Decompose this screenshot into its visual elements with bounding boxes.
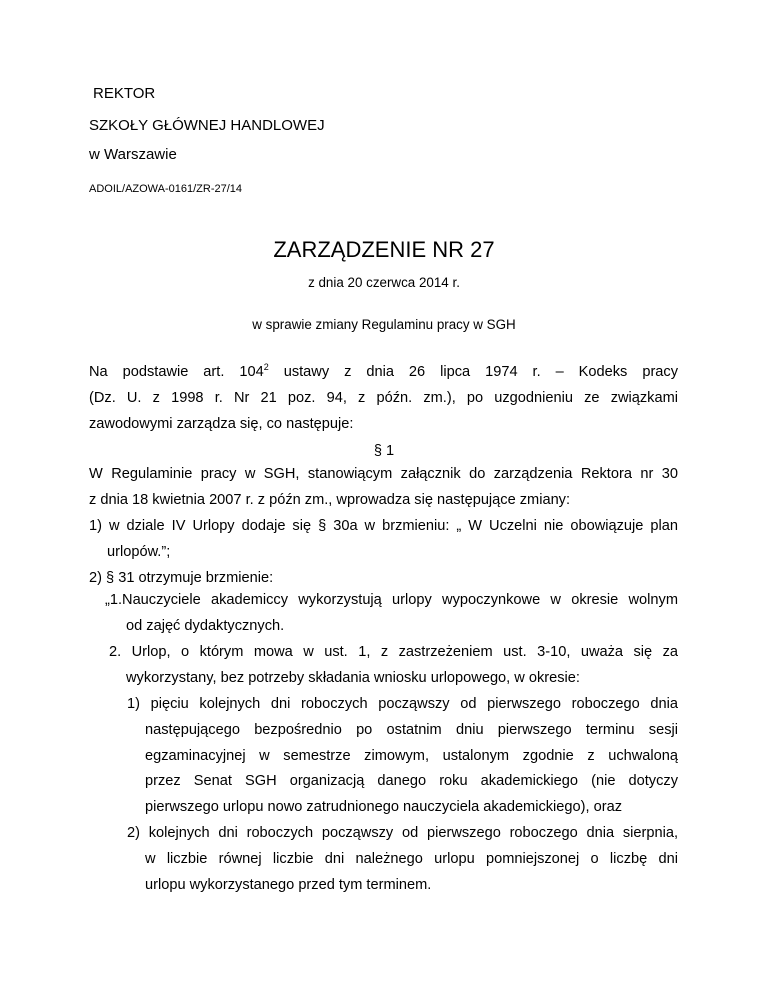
issuer-city: w Warszawie: [89, 146, 177, 163]
list-item-1-line-1: 1) w dziale IV Urlopy dodaje się § 30a w brzmieniu: „ W Uczelni nie obowiązuje plan: [89, 518, 678, 534]
sub-point-2-line-1: 2) kolejnych dni roboczych począwszy od pierwszego roboczego dnia sierpnia,: [127, 825, 678, 841]
sub-point-2: [127, 821, 678, 898]
sub-point-1-line-3: egzaminacyjnej w semestrze zimowym, ustalonym zgodnie z uchwaloną: [145, 747, 678, 764]
sub-point-1-line-2: następującego bezpośrednio po ostatnim dniu pierwszego terminu sesji: [145, 721, 678, 738]
paragraph-2-line-1: 2. Urlop, o którym mowa w ust. 1, z zastrzeżeniem ust. 3-10, uważa się za: [109, 644, 678, 660]
list-item-1-line-2: urlopów.”;: [107, 543, 171, 560]
paragraph-2-line-2: wykorzystany, bez potrzeby składania wniosku urlopowego, w okresie:: [126, 669, 580, 686]
paragraph-1-line-2: od zajęć dydaktycznych.: [126, 617, 285, 634]
list-item-1: [89, 514, 678, 566]
sub-point-2-line-2: w liczbie równej liczbie dni należnego urlopu pomniejszonej o liczbę dni: [145, 850, 678, 867]
sub-point-1-line-5: pierwszego urlopu nowo zatrudnionego nauczyciela akademickiego), oraz: [145, 799, 623, 816]
preamble-line-3: zawodowymi zarządza się, co następuje:: [89, 415, 354, 432]
section-intro-line-1: W Regulaminie pracy w SGH, stanowiącym załącznik do zarządzenia Rektora nr 30: [89, 466, 678, 482]
paragraph-1-line-1: „1.Nauczyciele akademiccy wykorzystują urlopy wypoczynkowe w okresie wolnym: [105, 592, 678, 608]
issuer-title: REKTOR: [93, 85, 156, 102]
paragraph-1: [105, 588, 678, 640]
sub-point-1: [127, 692, 678, 821]
paragraph-2: [109, 640, 678, 692]
sub-point-2-line-3: urlopu wykorzystanego przed tym terminem.: [145, 876, 432, 893]
preamble: [89, 360, 678, 437]
document-subject: w sprawie zmiany Regulaminu pracy w SGH: [252, 317, 516, 332]
reference-number: ADOIL/AZOWA-0161/ZR-27/14: [89, 183, 243, 195]
issuer-institution: SZKOŁY GŁÓWNEJ HANDLOWEJ: [89, 117, 325, 134]
document-heading: ZARZĄDZENIE NR 27: [273, 237, 495, 262]
sub-point-1-line-4: przez Senat SGH organizacją danego roku akademickiego (nie dotyczy: [145, 773, 678, 790]
section-intro-line-2: z dnia 18 kwietnia 2007 r. z późn zm., wprowadza się następujące zmiany:: [89, 491, 571, 508]
preamble-line-1: Na podstawie art. $104^2$ ustawy z dnia 26 lipca 1974 r. – Kodeks pracy: [89, 362, 679, 380]
preamble-line-2: (Dz. U. z 1998 r. Nr 21 poz. 94, z późn. zm.), po uzgodnieniu ze związkami: [89, 389, 678, 406]
document-date: z dnia 20 czerwca 2014 r.: [308, 275, 460, 290]
section-intro: [89, 462, 678, 514]
sub-point-1-line-1: 1) pięciu kolejnych dni roboczych począwszy od pierwszego roboczego dnia: [127, 696, 678, 712]
section-mark: § 1: [373, 443, 395, 459]
list-item-2: 2) § 31 otrzymuje brzmienie:: [89, 570, 274, 586]
